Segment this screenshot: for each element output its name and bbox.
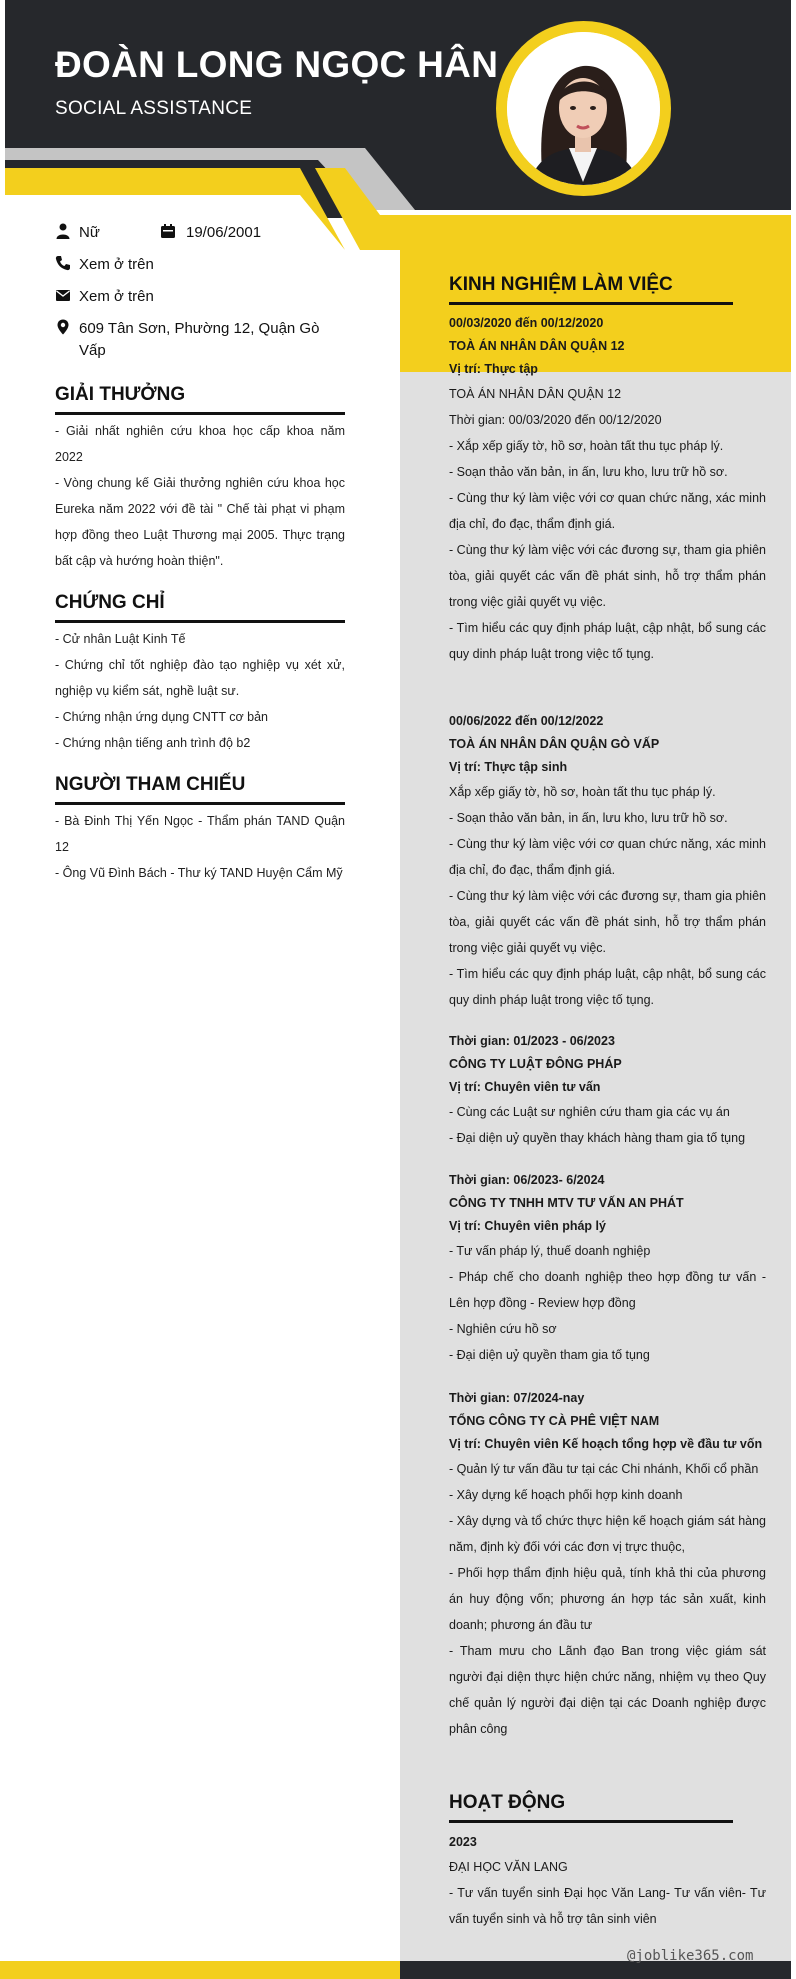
job-line: - Cùng thư ký làm việc với các đương sự, tham gia phiên tòa, giải quyết các vấn đề phát sinh, hỗ trợ thẩm phán trong việc giải quyết vụ việc. xyxy=(449,889,766,955)
job-position: Vị trí: Chuyên viên tư vấn xyxy=(449,1080,601,1094)
job-entry xyxy=(449,1387,766,1742)
activity-org: ĐẠI HỌC VĂN LANG xyxy=(449,1860,568,1874)
job-line: - Cùng thư ký làm việc với các đương sự, tham gia phiên tòa, giải quyết các vấn đề phát sinh, hỗ trợ thẩm phán trong việc giải quyết vụ việc. xyxy=(449,543,766,609)
job-position: Vị trí: Thực tập sinh xyxy=(449,760,568,774)
job-entry xyxy=(449,312,766,667)
list-item: - Bà Đinh Thị Yến Ngọc - Thẩm phán TAND Quận 12 xyxy=(55,814,345,854)
job-company: CÔNG TY TNHH MTV TƯ VẤN AN PHÁT xyxy=(449,1196,684,1210)
job-line: - Tìm hiểu các quy định pháp luật, cập nhật, bổ sung các quy dinh pháp luật trong việc tố tụng. xyxy=(449,621,766,661)
job-entry xyxy=(449,1169,766,1368)
list-item: - Giải nhất nghiên cứu khoa học cấp khoa năm 2022 xyxy=(55,424,345,464)
address-value: 609 Tân Sơn, Phường 12, Quận Gò Vấp xyxy=(79,320,320,359)
awards-list xyxy=(55,418,345,574)
location-pin-icon xyxy=(55,319,71,335)
job-position: Vị trí: Thực tập xyxy=(449,362,538,376)
certificates-list xyxy=(55,626,345,756)
job-company: CÔNG TY LUẬT ĐÔNG PHÁP xyxy=(449,1057,622,1071)
job-line: - Đại diện uỷ quyền thay khách hàng tham gia tố tụng xyxy=(449,1131,746,1145)
job-period: Thời gian: 01/2023 - 06/2023 xyxy=(449,1034,615,1048)
job-line: - Tìm hiểu các quy định pháp luật, cập nhật, bổ sung các quy dinh pháp luật trong việc tố tụng. xyxy=(449,967,766,1007)
list-item: - Ông Vũ Đình Bách - Thư ký TAND Huyện Cẩm Mỹ xyxy=(55,866,343,880)
contact-address xyxy=(55,318,325,362)
contact-email xyxy=(55,286,325,308)
phone-value: Xem ở trên xyxy=(79,256,154,273)
job-period: 00/03/2020 đến 00/12/2020 xyxy=(449,316,604,330)
job-company: TOÀ ÁN NHÂN DÂN QUẬN GÒ VẤP xyxy=(449,737,660,751)
job-line: - Phối hợp thẩm định hiệu quả, tính khả thi của phương án huy động vốn; phương án hợp tác sản xuất, kinh doanh; phương án đầu tư xyxy=(449,1566,766,1632)
job-period: Thời gian: 06/2023- 6/2024 xyxy=(449,1173,605,1187)
job-period: 00/06/2022 đến 00/12/2022 xyxy=(449,714,604,728)
list-item: - Cử nhân Luật Kinh Tế xyxy=(55,632,186,646)
phone-icon xyxy=(55,255,71,271)
avatar-portrait-icon xyxy=(507,32,660,185)
job-line: - Xắp xếp giấy tờ, hồ sơ, hoàn tất thu tục pháp lý. xyxy=(449,439,724,453)
activity-entry xyxy=(449,1831,766,1932)
job-line: - Cùng thư ký làm việc với cơ quan chức năng, xác minh địa chỉ, đo đạc, thẩm định giá. xyxy=(449,837,766,877)
email-value: Xem ở trên xyxy=(79,288,154,305)
job-line: - Soạn thảo văn bản, in ấn, lưu kho, lưu trữ hồ sơ. xyxy=(449,465,728,479)
job-line: - Quản lý tư vấn đầu tư tại các Chi nhánh, Khối cổ phần xyxy=(449,1462,759,1476)
avatar xyxy=(507,32,660,185)
page-right-margin xyxy=(791,0,796,1979)
contact-birthday xyxy=(160,222,320,244)
experience-heading: KINH NGHIỆM LÀM VIỆC xyxy=(449,274,733,305)
gender-value: Nữ xyxy=(79,224,100,241)
job-line: Thời gian: 00/03/2020 đến 00/12/2020 xyxy=(449,413,662,427)
candidate-role: SOCIAL ASSISTANCE xyxy=(55,98,253,119)
job-line: - Soạn thảo văn bản, in ấn, lưu kho, lưu trữ hồ sơ. xyxy=(449,811,728,825)
list-item: - Chứng nhận tiếng anh trình độ b2 xyxy=(55,736,251,750)
awards-heading: GIẢI THƯỞNG xyxy=(55,384,345,415)
list-item: - Chứng nhận ứng dụng CNTT cơ bản xyxy=(55,710,269,724)
job-line: Xắp xếp giấy tờ, hồ sơ, hoàn tất thu tục pháp lý. xyxy=(449,785,716,799)
certificates-heading: CHỨNG CHỈ xyxy=(55,592,345,623)
job-line: - Nghiên cứu hồ sơ xyxy=(449,1322,557,1336)
job-line: - Đại diện uỷ quyền tham gia tố tụng xyxy=(449,1348,650,1362)
job-position: Vị trí: Chuyên viên pháp lý xyxy=(449,1219,606,1233)
job-line: - Xây dựng và tổ chức thực hiện kế hoạch giám sát hàng năm, định kỳ đối với các đơn vị trực thuộc, xyxy=(449,1514,766,1554)
references-list xyxy=(55,808,345,886)
job-company: TỔNG CÔNG TY CÀ PHÊ VIỆT NAM xyxy=(449,1414,660,1428)
job-period: Thời gian: 07/2024-nay xyxy=(449,1391,585,1405)
activity-year: 2023 xyxy=(449,1835,477,1849)
footer-accent-left xyxy=(0,1961,400,1979)
contact-phone xyxy=(55,254,325,276)
job-line: - Xây dựng kế hoạch phối hợp kinh doanh xyxy=(449,1488,683,1502)
job-position: Vị trí: Chuyên viên Kế hoạch tổng hợp về đầu tư vốn xyxy=(449,1437,763,1451)
job-line: TOÀ ÁN NHÂN DÂN QUẬN 12 xyxy=(449,387,622,401)
calendar-icon xyxy=(160,223,176,239)
job-entry xyxy=(449,1030,766,1151)
job-entry xyxy=(449,710,766,1013)
list-item: - Vòng chung kế Giải thưởng nghiên cứu khoa học Eureka năm 2022 với đề tài " Chế tài phạt vi phạm hợp đồng theo Luật Thương mại 2005. Thực trạng bất cập và hướng hoàn thiện". xyxy=(55,476,345,568)
job-line: - Pháp chế cho doanh nghiệp theo hợp đồng tư vấn - Lên hợp đồng - Review hợp đồng xyxy=(449,1270,766,1310)
references-heading: NGƯỜI THAM CHIẾU xyxy=(55,774,345,805)
job-line: - Tham mưu cho Lãnh đạo Ban trong việc giám sát người đại diện thực hiện chức năng, nhiệm vụ theo Quy chế quản lý người đại diện tại các Doanh nghiệp được phân công xyxy=(449,1644,766,1736)
birthday-value: 19/06/2001 xyxy=(186,224,262,241)
job-line: - Cùng thư ký làm việc với cơ quan chức năng, xác minh địa chỉ, đo đạc, thẩm định giá. xyxy=(449,491,766,531)
watermark: @joblike365.com xyxy=(627,1948,754,1964)
list-item: - Chứng chỉ tốt nghiệp đào tạo nghiệp vụ xét xử, nghiệp vụ kiểm sát, nghề luật sư. xyxy=(55,658,345,698)
job-line: - Cùng các Luật sư nghiên cứu tham gia các vụ án xyxy=(449,1105,730,1119)
candidate-name: ĐOÀN LONG NGỌC HÂN xyxy=(55,44,499,85)
activity-line: - Tư vấn tuyển sinh Đại học Văn Lang- Tư vấn viên- Tư vấn tuyển sinh và hỗ trợ tân sinh viên xyxy=(449,1886,766,1926)
job-company: TOÀ ÁN NHÂN DÂN QUẬN 12 xyxy=(449,339,625,353)
job-line: - Tư vấn pháp lý, thuế doanh nghiệp xyxy=(449,1244,651,1258)
contact-gender xyxy=(55,222,175,244)
activities-heading: HOẠT ĐỘNG xyxy=(449,1792,733,1823)
user-icon xyxy=(55,223,71,239)
envelope-icon xyxy=(55,287,71,303)
